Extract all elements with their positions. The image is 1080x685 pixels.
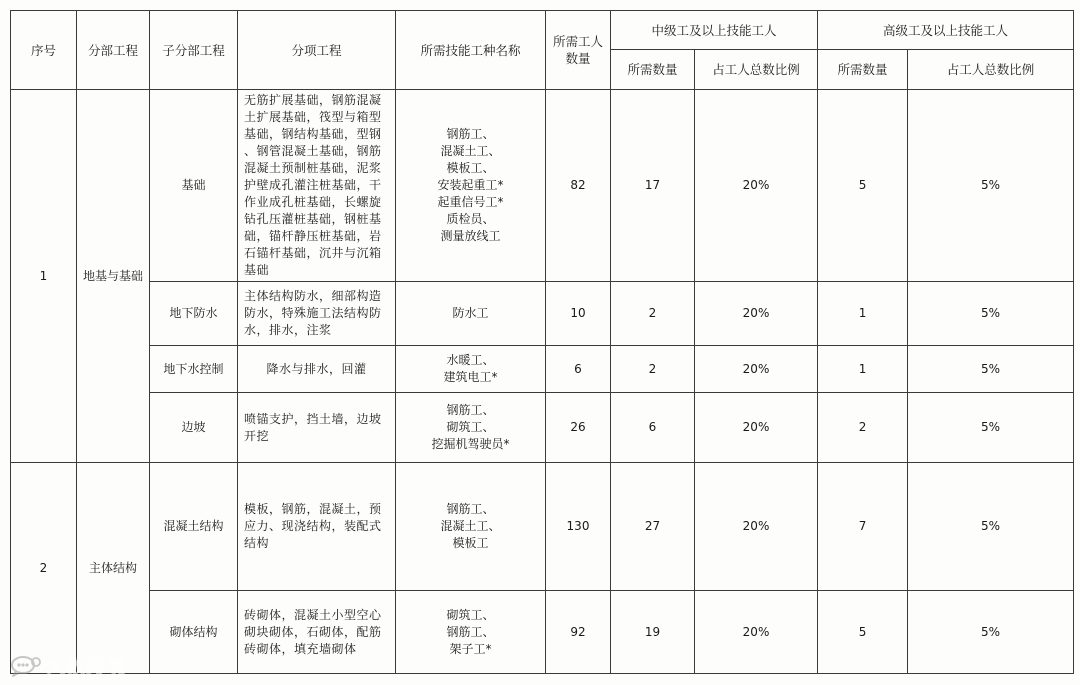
high-count-cell: 7 <box>818 463 908 591</box>
text-line: 开挖 <box>244 428 270 443</box>
high-ratio-cell: 5% <box>908 393 1074 463</box>
high-count-cell: 2 <box>818 393 908 463</box>
seq-cell: 2 <box>11 463 77 674</box>
text-line: 砌筑工、 <box>446 607 495 622</box>
header-total-workers <box>546 11 611 90</box>
text-line: 钢筋工、 <box>446 403 495 417</box>
total-cell: 6 <box>546 346 611 393</box>
item-lines <box>244 501 389 552</box>
division-cell: 主体结构 <box>77 463 150 674</box>
table-body <box>11 90 1074 674</box>
text-line: 模板，钢筋，混凝土，预 <box>244 502 382 516</box>
table-header <box>11 11 1074 90</box>
item-cell <box>238 90 396 282</box>
text-line: 钢筋工、 <box>446 624 495 639</box>
text-line: 水暖工、 <box>446 353 495 367</box>
trades-lines <box>396 607 545 658</box>
mid-ratio-cell: 20% <box>695 591 818 674</box>
header-mid-ratio: 占工人总数比例 <box>695 50 818 90</box>
mid-ratio-cell: 20% <box>695 393 818 463</box>
table-row <box>11 591 1074 674</box>
header-high-count: 所需数量 <box>818 50 908 90</box>
item-lines <box>244 607 389 658</box>
text-line: 起重信号工* <box>437 195 504 209</box>
text-line: 架子工* <box>449 641 492 656</box>
mid-ratio-cell: 20% <box>695 463 818 591</box>
mid-count-cell: 19 <box>611 591 695 674</box>
high-count-cell: 1 <box>818 346 908 393</box>
chat-bubble-logo-icon <box>10 655 42 677</box>
table-row <box>11 90 1074 282</box>
header-mid-group: 中级工及以上技能工人 <box>611 11 818 50</box>
header-trades: 所需技能工种名称 <box>396 11 546 90</box>
text-line: 础，锚杆静压桩基础，岩 <box>244 229 382 243</box>
total-cell: 92 <box>546 591 611 674</box>
text-line: 结构 <box>244 536 270 550</box>
trades-lines <box>396 402 545 453</box>
subdivision-cell: 混凝土结构 <box>150 463 238 591</box>
high-count-cell: 5 <box>818 90 908 282</box>
item-cell <box>238 282 396 346</box>
item-cell <box>238 393 396 463</box>
text-line: 钢筋工、 <box>446 127 495 141</box>
subdivision-cell: 地下水控制 <box>150 346 238 393</box>
seq-cell: 1 <box>11 90 77 463</box>
trades-cell <box>396 393 546 463</box>
table-row <box>11 282 1074 346</box>
mid-count-cell: 2 <box>611 282 695 346</box>
text-line: 防水，特殊施工法结构防 <box>244 306 382 320</box>
text-line: 钢筋工、 <box>446 502 495 516</box>
text-line: 基础，钢结构基础，型钢 <box>244 127 382 141</box>
text-line: 混凝土工、 <box>440 519 501 533</box>
workforce-requirements-table <box>10 10 1074 674</box>
header-mid-count: 所需数量 <box>611 50 695 90</box>
mid-ratio-cell: 20% <box>695 282 818 346</box>
text-line: 砌块砌体，石砌体，配筋 <box>244 624 382 639</box>
total-cell: 82 <box>546 90 611 282</box>
high-ratio-cell: 5% <box>908 463 1074 591</box>
text-line: 质检员、 <box>446 212 495 226</box>
text-line: 测量放线工 <box>440 229 501 243</box>
text-line: 安装起重工* <box>437 178 504 192</box>
table-row <box>11 346 1074 393</box>
text-line: 降水与排水，回灌 <box>266 361 367 376</box>
subdivision-cell: 砌体结构 <box>150 591 238 674</box>
watermark-text: 大数跨境 <box>46 656 127 678</box>
total-cell: 26 <box>546 393 611 463</box>
item-lines <box>244 92 389 279</box>
table-row <box>11 393 1074 463</box>
mid-count-cell: 27 <box>611 463 695 591</box>
total-cell: 130 <box>546 463 611 591</box>
header-division: 分部工程 <box>77 11 150 90</box>
table-row <box>11 463 1074 591</box>
trades-lines <box>396 305 545 322</box>
text-line: 水，排水，注浆 <box>244 323 332 337</box>
text-line: 混凝土预制桩基础，泥浆 <box>244 161 382 175</box>
trades-cell <box>396 463 546 591</box>
high-count-cell: 1 <box>818 282 908 346</box>
trades-cell <box>396 282 546 346</box>
text-line: 钻孔压灌桩基础，钢桩基 <box>244 212 382 226</box>
text-line: 防水工 <box>452 306 489 320</box>
high-ratio-cell: 5% <box>908 90 1074 282</box>
trades-lines <box>396 126 545 245</box>
text-line: 混凝土工、 <box>440 144 501 158</box>
header-total-line2: 数量 <box>565 51 591 66</box>
header-total-line1: 所需工人 <box>552 34 603 49</box>
text-line: 模板工、 <box>446 161 495 175</box>
subdivision-cell: 基础 <box>150 90 238 282</box>
text-line: 护壁成孔灌注桩基础，干 <box>244 178 382 192</box>
text-line: 砌筑工、 <box>446 420 495 434</box>
item-lines <box>244 361 389 378</box>
text-line: 无筋扩展基础，钢筋混凝 <box>244 93 382 107</box>
header-subdivision: 子分部工程 <box>150 11 238 90</box>
item-cell <box>238 463 396 591</box>
high-ratio-cell: 5% <box>908 282 1074 346</box>
text-line: 基础 <box>244 263 270 277</box>
mid-ratio-cell: 20% <box>695 90 818 282</box>
high-ratio-cell: 5% <box>908 346 1074 393</box>
trades-lines <box>396 352 545 386</box>
item-lines <box>244 288 389 339</box>
header-item: 分项工程 <box>238 11 396 90</box>
mid-count-cell: 17 <box>611 90 695 282</box>
text-line: 模板工 <box>452 536 489 550</box>
text-line: 喷锚支护，挡土墙，边坡 <box>244 411 382 426</box>
subdivision-cell: 地下防水 <box>150 282 238 346</box>
mid-count-cell: 6 <box>611 393 695 463</box>
item-cell <box>238 346 396 393</box>
header-high-ratio: 占工人总数比例 <box>908 50 1074 90</box>
trades-cell <box>396 591 546 674</box>
trades-lines <box>396 501 545 552</box>
text-line: 挖掘机驾驶员* <box>431 437 510 451</box>
text-line: 应力、现浇结构，装配式 <box>244 519 382 533</box>
division-cell: 地基与基础 <box>77 90 150 463</box>
text-line: 建筑电工* <box>443 370 498 384</box>
text-line: 作业成孔桩基础，长螺旋 <box>244 195 382 209</box>
item-lines <box>244 411 389 445</box>
header-seq: 序号 <box>11 11 77 90</box>
text-line: 砖砌体，填充墙砌体 <box>244 641 357 656</box>
header-high-group: 高级工及以上技能工人 <box>818 11 1074 50</box>
item-cell <box>238 591 396 674</box>
total-cell: 10 <box>546 282 611 346</box>
high-ratio-cell: 5% <box>908 591 1074 674</box>
high-count-cell: 5 <box>818 591 908 674</box>
subdivision-cell: 边坡 <box>150 393 238 463</box>
trades-cell <box>396 90 546 282</box>
mid-count-cell: 2 <box>611 346 695 393</box>
text-line: 主体结构防水，细部构造 <box>244 289 382 303</box>
mid-ratio-cell: 20% <box>695 346 818 393</box>
text-line: 、钢管混凝土基础，钢筋 <box>244 144 382 158</box>
text-line: 砖砌体，混凝土小型空心 <box>244 607 382 622</box>
text-line: 土扩展基础，筏型与箱型 <box>244 110 382 124</box>
watermark <box>10 652 126 679</box>
trades-cell <box>396 346 546 393</box>
text-line: 石锚杆基础，沉井与沉箱 <box>244 246 382 260</box>
